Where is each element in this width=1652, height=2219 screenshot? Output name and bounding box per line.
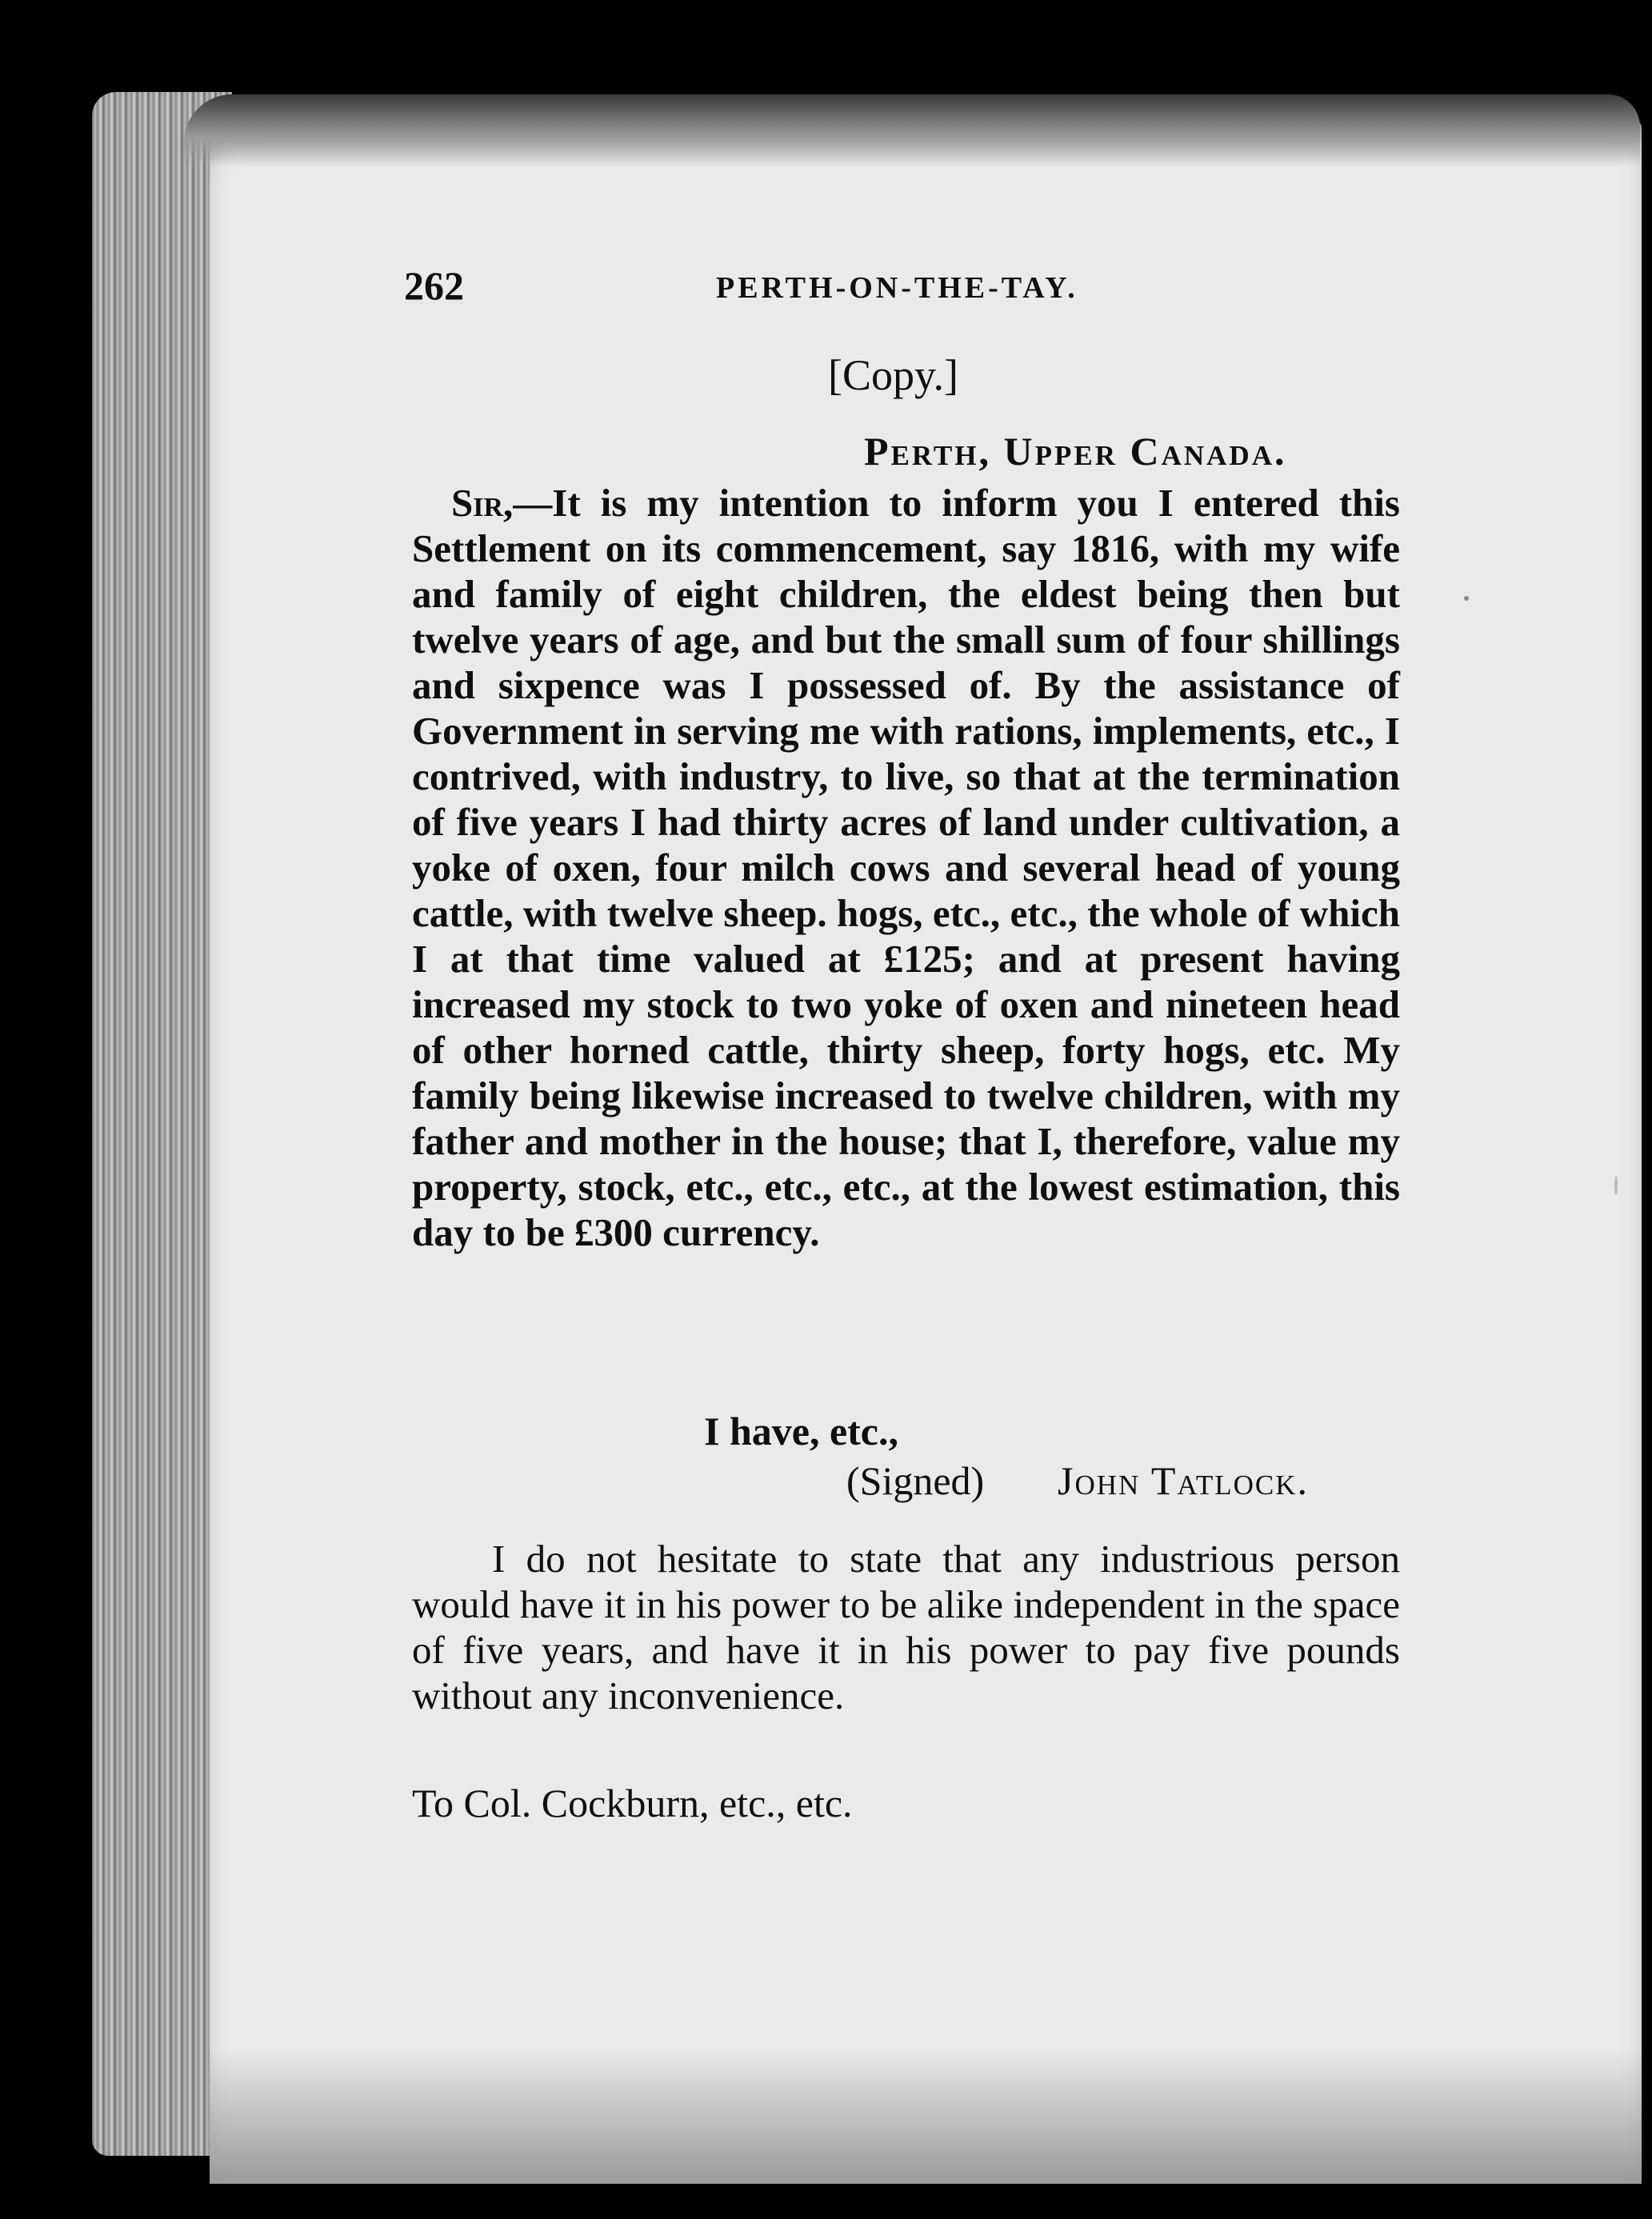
salutation: Sir, — [451, 481, 514, 525]
addressee: To Col. Cockburn, etc., etc. — [412, 1781, 853, 1825]
running-head: PERTH-ON-THE-TAY. — [716, 271, 1078, 305]
letter-body — [412, 480, 1400, 1255]
signature: John Tatlock. — [1058, 1458, 1309, 1503]
letter-closing: I have, etc., — [704, 1409, 898, 1453]
note-paragraph: I do not hesitate to state that any industrious person would have it in his power to be alike independent in the space of five years, and have it in his power to pay five pounds without any inconvenience. — [412, 1537, 1400, 1717]
letter-place: Perth, Upper Canada. — [864, 429, 1287, 474]
copy-label: [Copy.] — [828, 351, 958, 399]
signed-label: (Signed) — [846, 1458, 985, 1503]
page-number: 262 — [404, 263, 464, 308]
letter-text: —It is my intention to inform you I entered this Settlement on its commencement, say 1816, with my wife and family of eight children, the eldest being then but twelve years of age, and but the small sum of four shillings and sixpence was I possessed of. By the assistance of Government in serving me with rations, implements, etc., I contrived, with industry, to live, so that at the termination of five years I had thirty acres of land under cultivation, a yoke of oxen, four milch cows and several head of young cattle, with twelve sheep. hogs, etc., etc., the whole of which I at that time valued at £125; and at present having increased my stock to two yoke of oxen and nineteen head of other horned cattle, thirty sheep, forty hogs, etc. My family being likewise increased to twelve children, with my father and mother in the house; that I, therefore, value my property, stock, etc., etc., etc., at the lowest estimation, this day to be £300 currency. — [412, 481, 1400, 1254]
